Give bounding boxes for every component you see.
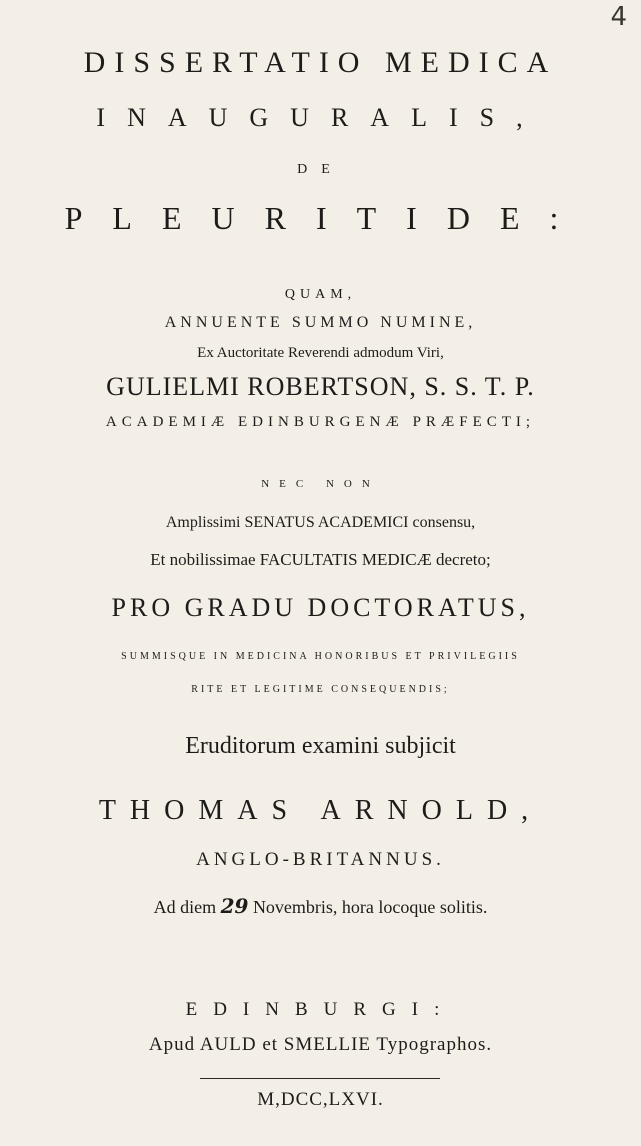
imprint-city: EDINBURGI: bbox=[185, 999, 456, 1020]
author-origin: ANGLO-BRITANNUS. bbox=[196, 849, 445, 870]
title-line-1: DISSERTATIO MEDICA bbox=[83, 46, 558, 79]
pro-gradu-line: PRO GRADU DOCTORATUS, bbox=[111, 593, 530, 622]
senatus-line: Amplissimi SENATUS ACADEMICI consensu, bbox=[165, 514, 476, 531]
title-line-2: INAUGURALIS, bbox=[96, 103, 545, 132]
date-prefix: Ad diem bbox=[153, 897, 217, 917]
title-line-4: PLEURITIDE: bbox=[64, 200, 589, 236]
imprint-printer: Apud AULD et SMELLIE Typographos. bbox=[148, 1034, 493, 1055]
handwritten-day: 29 bbox=[220, 894, 249, 918]
annuente-line: ANNUENTE SUMMO NUMINE, bbox=[164, 314, 477, 331]
rite-line: RITE ET LEGITIME CONSEQUENDIS; bbox=[191, 684, 450, 695]
title-line-3: DE bbox=[297, 162, 344, 177]
nec-non-line: NEC NON bbox=[261, 478, 380, 490]
author-name: THOMAS ARNOLD, bbox=[98, 795, 543, 826]
rector-name: GULIELMI ROBERTSON, S. S. T. P. bbox=[106, 372, 535, 401]
quam-line: QUAM, bbox=[284, 287, 357, 302]
eruditorum-line: Eruditorum examini subjicit bbox=[185, 733, 456, 759]
imprint-rule bbox=[200, 1078, 440, 1079]
imprint-year: M,DCC,LXVI. bbox=[257, 1089, 384, 1110]
facultatis-line: Et nobilissimae FACULTATIS MEDICÆ decreto; bbox=[150, 550, 491, 569]
date-line bbox=[0, 894, 641, 918]
summisque-line: SUMMISQUE IN MEDICINA HONORIBUS ET PRIVILEGIIS bbox=[121, 651, 520, 662]
academiae-line: ACADEMIÆ EDINBURGENÆ PRÆFECTI; bbox=[105, 414, 536, 430]
date-suffix: Novembris, hora locoque solitis. bbox=[252, 897, 488, 917]
auctoritate-line: Ex Auctoritate Reverendi admodum Viri, bbox=[197, 345, 444, 361]
corner-mark: 4 bbox=[610, 2, 627, 32]
